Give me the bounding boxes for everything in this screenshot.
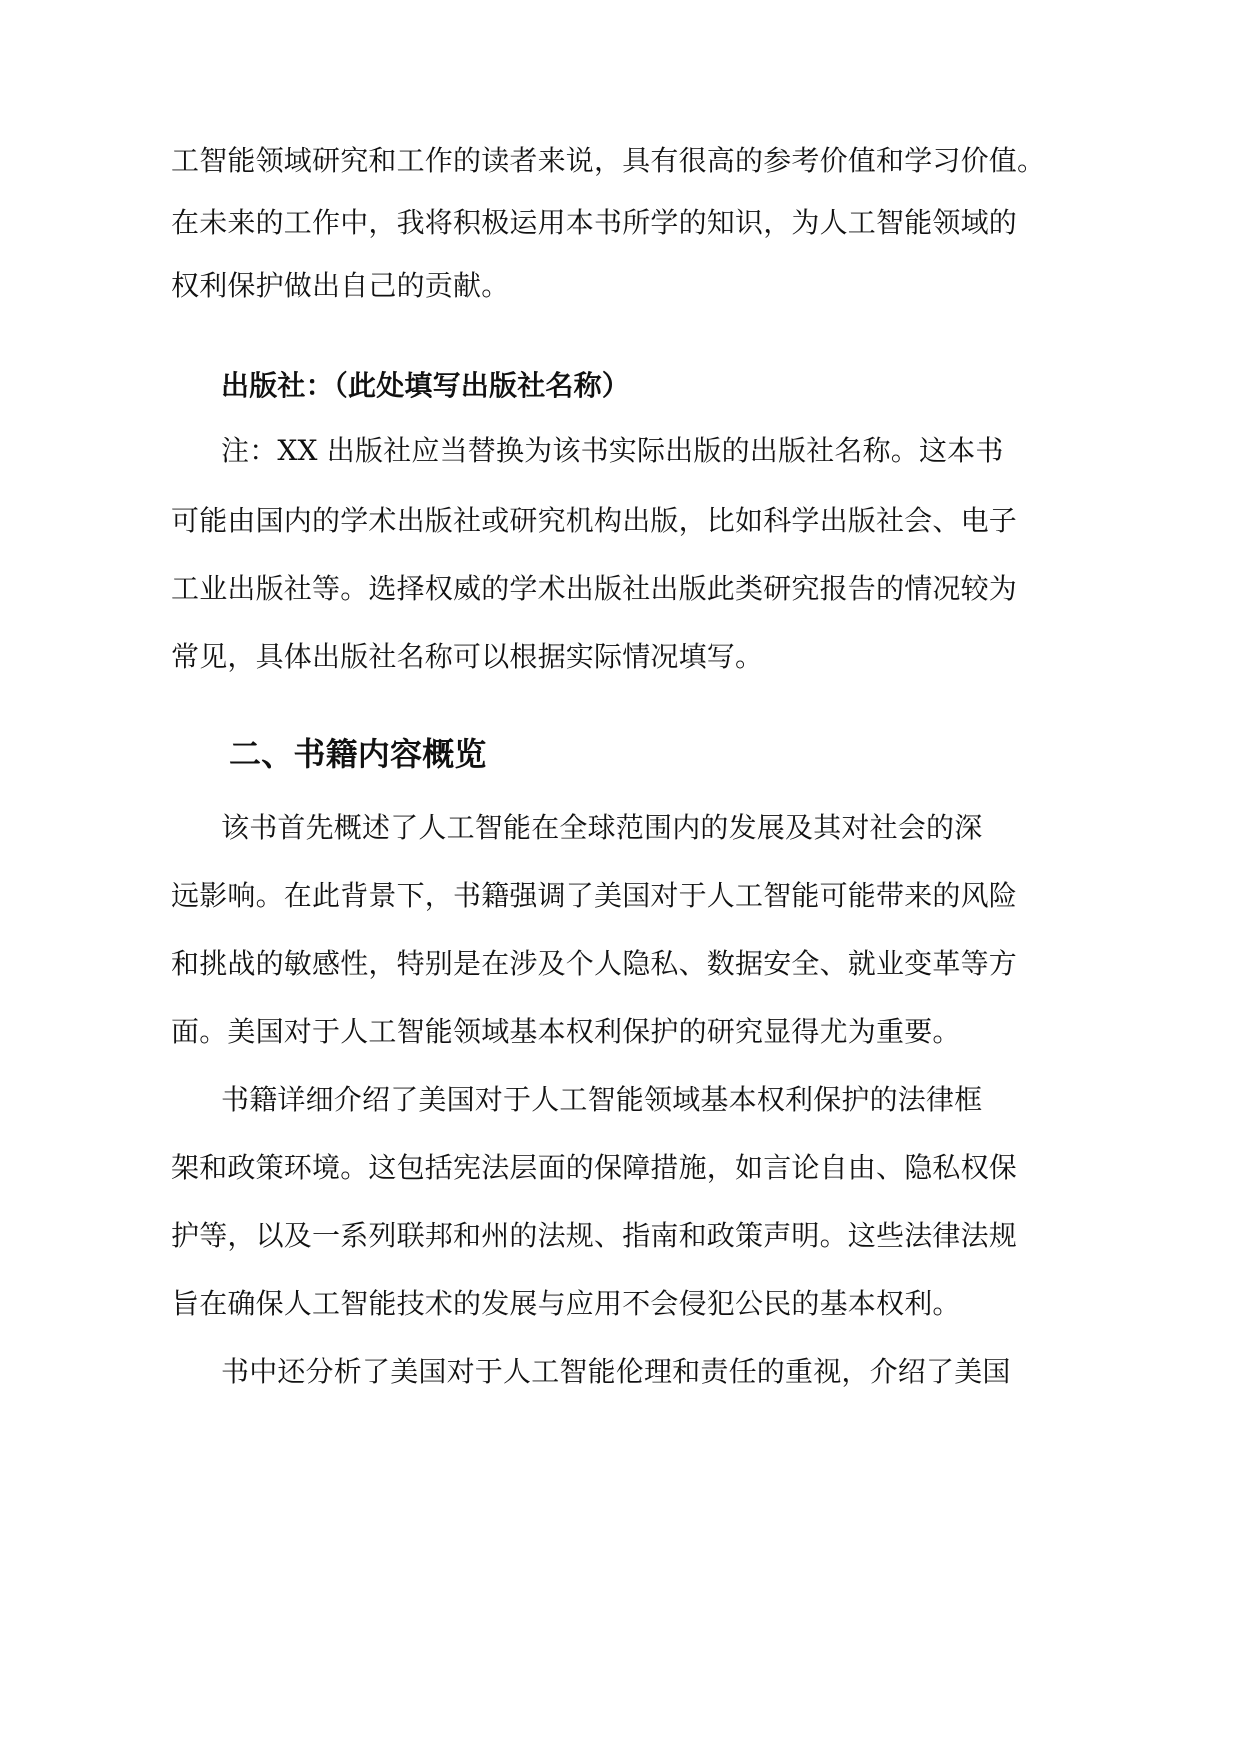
text-line: 注：XX 出版社应当替换为该书实际出版的出版社名称。这本书 [221,434,1004,467]
text-line: 书中还分析了美国对于人工智能伦理和责任的重视，介绍了美国 [221,1355,1011,1388]
text-line: 面。美国对于人工智能领域基本权利保护的研究显得尤为重要。 [171,1015,961,1048]
text-line: 书籍详细介绍了美国对于人工智能领域基本权利保护的法律框 [221,1083,983,1116]
section-heading: 二、书籍内容概览 [229,735,487,773]
text-line: 可能由国内的学术出版社或研究机构出版，比如科学出版社会、电子 [171,504,1018,537]
text-line: 工智能领域研究和工作的读者来说，具有很高的参考价值和学习价值。 [171,144,1046,177]
text-line: 工业出版社等。选择权威的学术出版社出版此类研究报告的情况较为 [171,572,1018,605]
text-line: 常见，具体出版社名称可以根据实际情况填写。 [171,640,764,673]
text-line: 架和政策环境。这包括宪法层面的保障措施，如言论自由、隐私权保 [171,1151,1018,1184]
publisher-label: 出版社：（此处填写出版社名称） [221,369,631,402]
text-line: 在未来的工作中，我将积极运用本书所学的知识，为人工智能领域的 [171,206,1018,239]
text-line: 和挑战的敏感性，特别是在涉及个人隐私、数据安全、就业变革等方 [171,947,1018,980]
text-line: 远影响。在此背景下，书籍强调了美国对于人工智能可能带来的风险 [171,879,1018,912]
text-line: 该书首先概述了人工智能在全球范围内的发展及其对社会的深 [221,811,983,844]
text-line: 权利保护做出自己的贡献。 [171,269,510,302]
text-line: 旨在确保人工智能技术的发展与应用不会侵犯公民的基本权利。 [171,1287,961,1320]
text-line: 护等，以及一系列联邦和州的法规、指南和政策声明。这些法律法规 [171,1219,1018,1252]
